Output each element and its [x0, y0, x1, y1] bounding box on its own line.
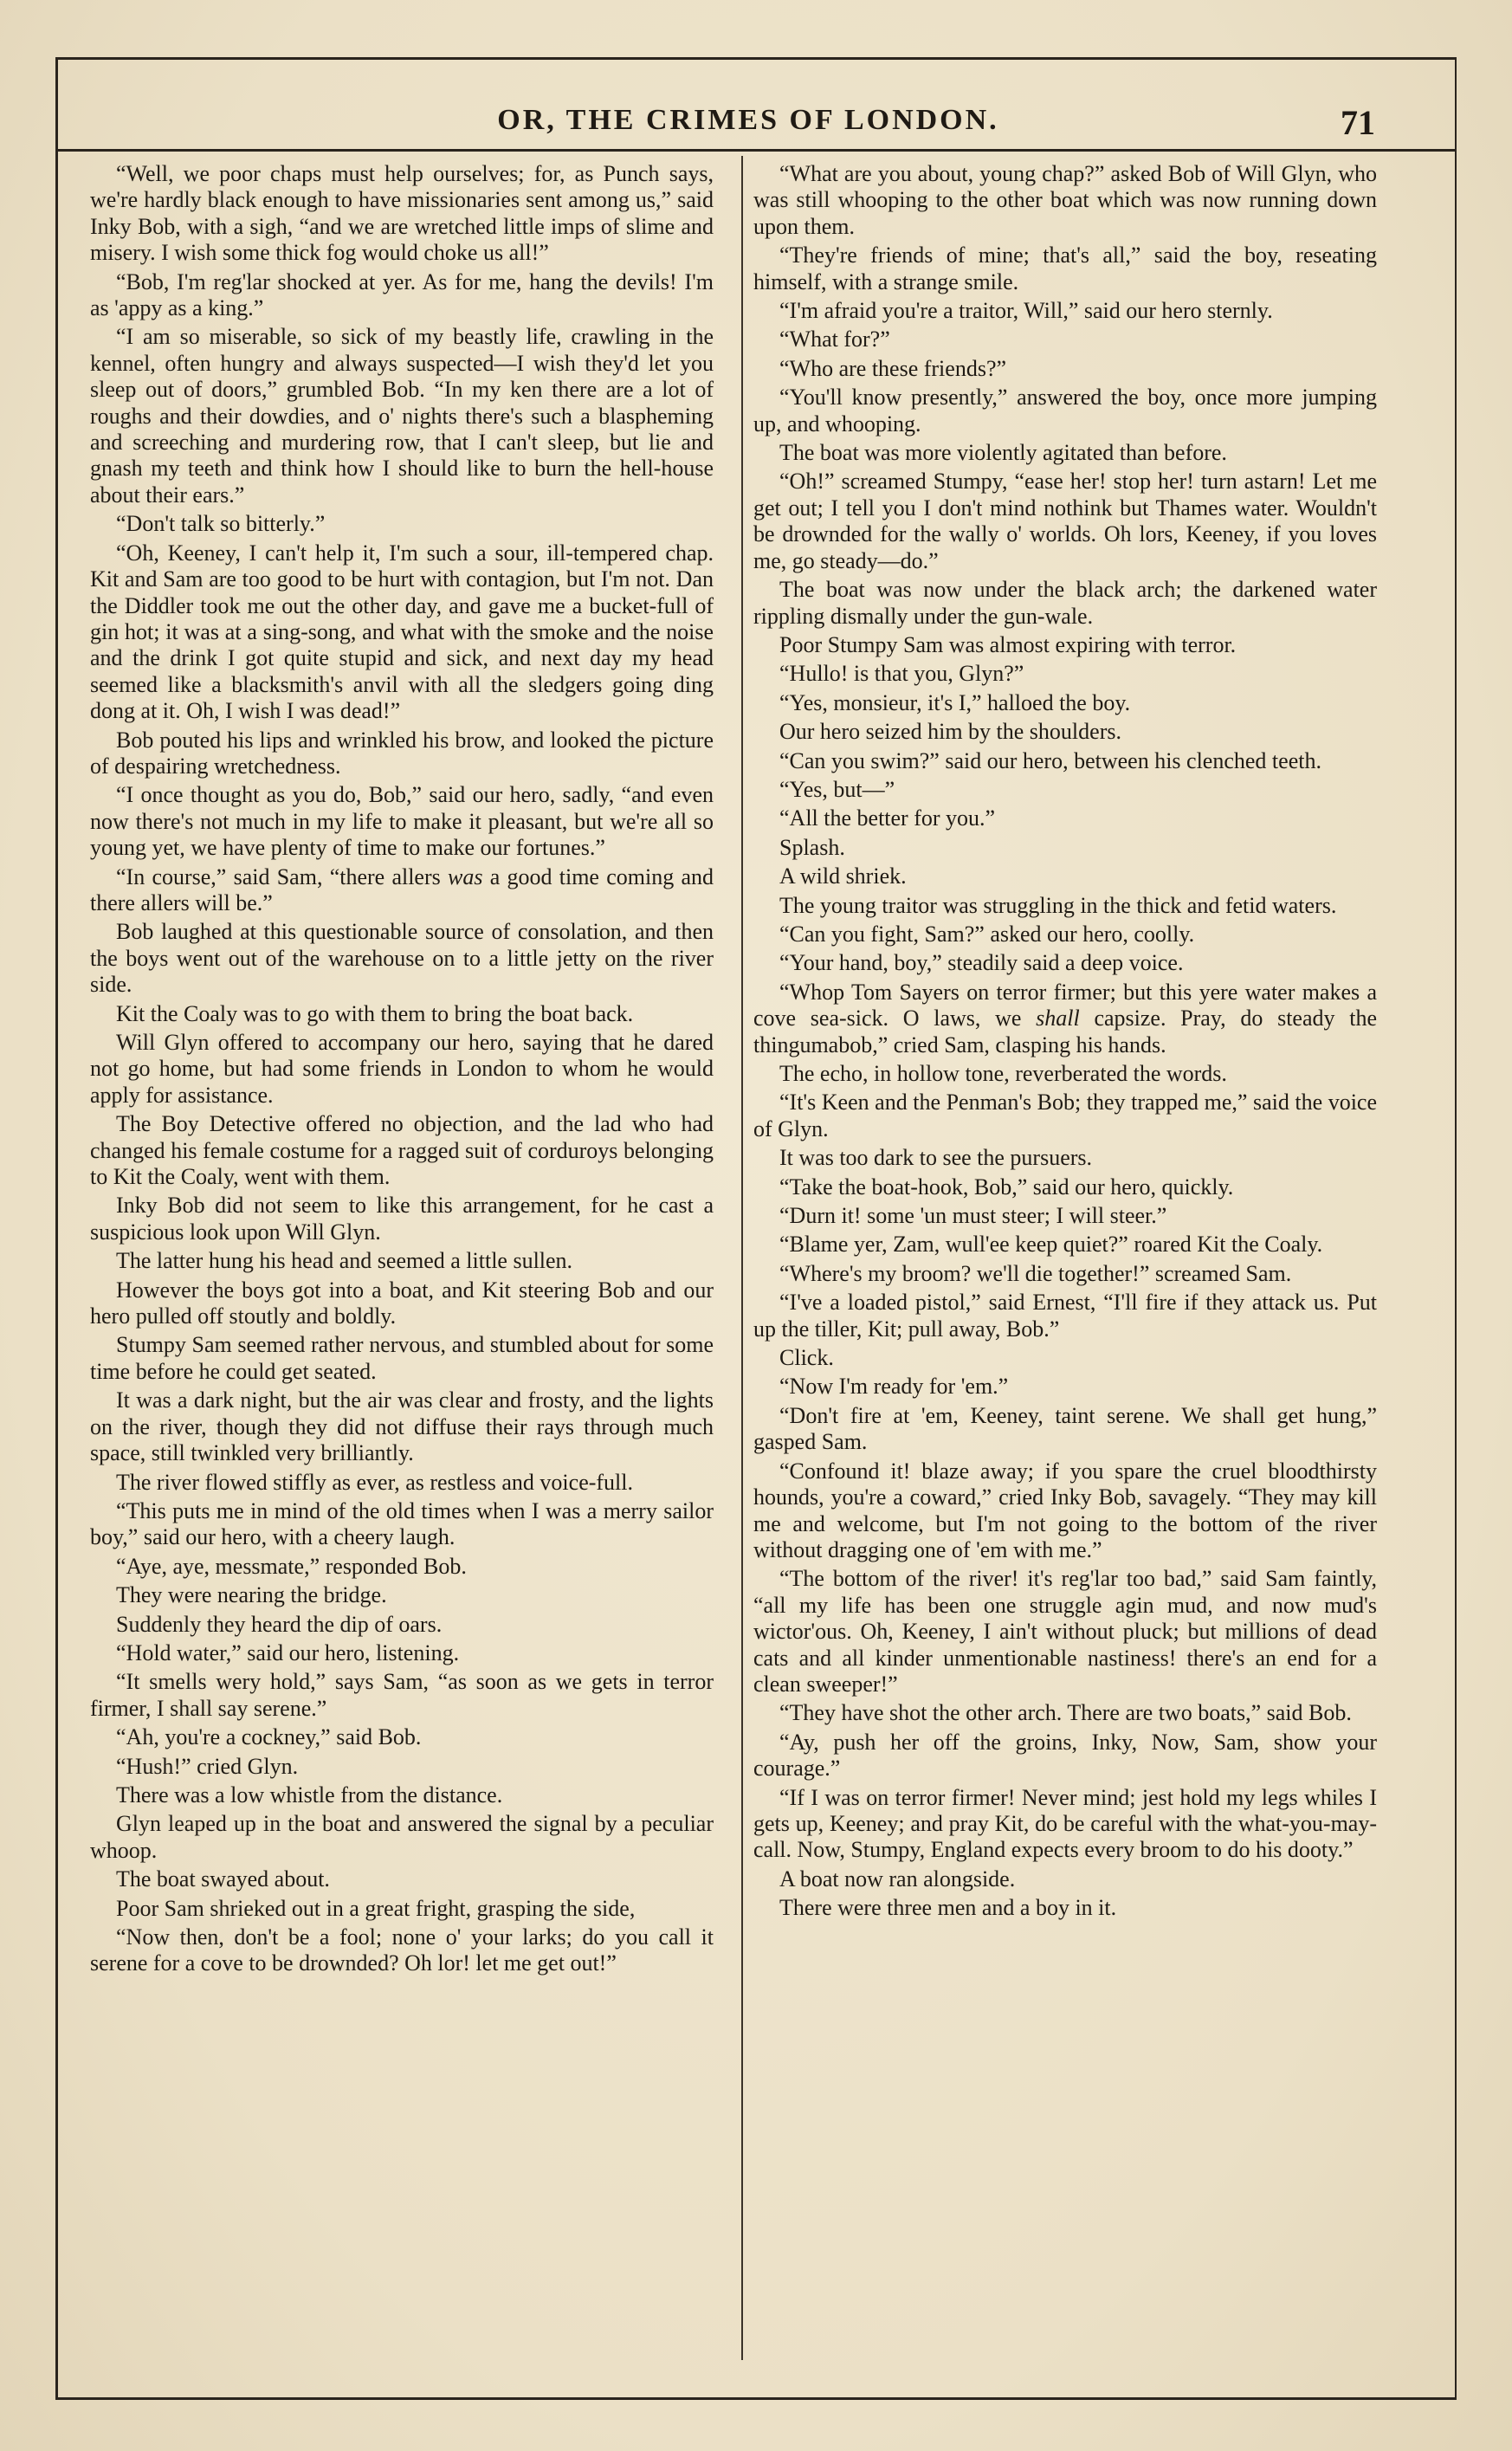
paragraph: A wild shriek. [779, 863, 907, 889]
top-border-rule [55, 57, 1457, 60]
header-rule [55, 149, 1457, 152]
paragraph: “They're friends of mine; that's all,” said the boy, reseating himself, with a strange smile. [753, 243, 1377, 294]
paragraph: “I once thought as you do, Bob,” said our hero, sadly, “and even now there's not much in my life to make it pleasant, but we're all so young yet, we have plenty of time to make our fortunes.” [90, 782, 714, 861]
column-divider [741, 156, 743, 2360]
paragraph: “Ay, push her off the groins, Inky, Now, Sam, show your courage.” [753, 1729, 1377, 1782]
paragraph: “All the better for you.” [779, 805, 996, 831]
paragraph: “Now I'm ready for 'em.” [779, 1374, 1009, 1400]
right-border-rule [1455, 57, 1457, 2400]
paragraph: “It smells wery hold,” says Sam, “as soon as we gets in terror firmer, I shall say serene.” [90, 1669, 714, 1721]
paragraph: “Who are these friends?” [779, 355, 1007, 381]
paragraph: “Don't talk so bitterly.” [116, 511, 326, 537]
italic-word: shall [1036, 1006, 1080, 1031]
paragraph [753, 980, 1377, 1058]
paragraph: “Hold water,” said our hero, listening. [116, 1639, 460, 1665]
paragraph: “Yes, monsieur, it's I,” halloed the boy. [779, 689, 1131, 715]
paragraph: “Oh!” screamed Stumpy, “ease her! stop her! turn astarn! Let me get out; I tell you I don't mind nothink but Thames water. Wouldn't be drownded for the wally o' worlds. Oh lors, Keeney, if you loves me, go steady—do.” [753, 469, 1377, 573]
paragraph: “If I was on terror firmer! Never mind; jest hold my legs whiles I gets up, Keeney; and pray Kit, do be careful with the what-you-may-call. Now, Stumpy, England expects every broom to do his dooty.” [753, 1784, 1377, 1863]
paragraph: “Well, we poor chaps must help ourselves; for, as Punch says, we're hardly black enough to have missionaries sent among us,” said Inky Bob, with a sigh, “and we are wretched little imps of slime and misery. I wish some thick fog would choke us all!” [90, 161, 714, 266]
bottom-border-rule [55, 2397, 1457, 2400]
paragraph: “Yes, but—” [779, 776, 895, 802]
paragraph: “Ah, you're a cockney,” said Bob. [116, 1724, 422, 1750]
left-column [90, 161, 714, 1980]
paragraph: “Hush!” cried Glyn. [116, 1753, 299, 1779]
paragraph: “Now then, don't be a fool; none o' your larks; do you call it serene for a cove to be drownded? Oh lor! let me get out!” [90, 1924, 714, 1976]
paragraph: “Your hand, boy,” steadily said a deep voice. [779, 950, 1184, 976]
paragraph: “Can you swim?” said our hero, between his clenched teeth. [779, 747, 1321, 773]
paragraph: Poor Stumpy Sam was almost expiring with terror. [779, 631, 1237, 657]
paragraph: “Take the boat-hook, Bob,” said our hero, quickly. [779, 1174, 1234, 1200]
paragraph: “What for?” [779, 327, 890, 352]
paragraph: Suddenly they heard the dip of oars. [116, 1611, 443, 1637]
paragraph: Inky Bob did not seem to like this arrangement, for he cast a suspicious look upon Will Glyn. [90, 1193, 714, 1245]
paragraph: The Boy Detective offered no objection, and the lad who had changed his female costume for a ragged suit of corduroys belonging to Kit the Coaly, went with them. [90, 1111, 714, 1190]
paragraph: “You'll know presently,” answered the boy, once more jumping up, and whooping. [753, 385, 1377, 437]
paragraph: Splash. [779, 834, 845, 860]
text-run: “In course,” said Sam, “there allers [116, 863, 448, 889]
paragraph: Click. [779, 1345, 834, 1371]
paragraph: “They have shot the other arch. There are two boats,” said Bob. [779, 1700, 1352, 1726]
paragraph: “Aye, aye, messmate,” responded Bob. [116, 1553, 467, 1579]
paragraph: Poor Sam shrieked out in a great fright, grasping the side, [116, 1895, 636, 1921]
paragraph: Glyn leaped up in the boat and answered the signal by a peculiar whoop. [90, 1811, 714, 1863]
paragraph: “Hullo! is that you, Glyn?” [779, 661, 1024, 687]
paragraph: The latter hung his head and seemed a little sullen. [116, 1248, 573, 1274]
paragraph: “Where's my broom? we'll die together!” screamed Sam. [779, 1260, 1292, 1286]
paragraph: Kit the Coaly was to go with them to bring the boat back. [116, 1000, 634, 1026]
paragraph: The young traitor was struggling in the thick and fetid waters. [779, 892, 1337, 918]
paragraph: “Bob, I'm reg'lar shocked at yer. As for me, hang the devils! I'm as 'appy as a king.” [90, 268, 714, 321]
paragraph: A boat now ran alongside. [779, 1866, 1016, 1892]
text-run: a good time coming and there allers will be.” [90, 863, 714, 915]
paragraph: The boat was now under the black arch; the darkened water rippling dismally under the gun-wale. [753, 577, 1377, 629]
paragraph: “Durn it! some 'un must steer; I will steer.” [779, 1203, 1167, 1229]
paragraph: “The bottom of the river! it's reg'lar too bad,” said Sam faintly, “all my life has been one struggle agin mud, and now mud's wictor'ous. Oh, Keeney, I ain't without pluck; but millions of dead cats and all kinder unmentionable nastiness! there's an end for a clean sweeper!” [753, 1566, 1377, 1697]
paragraph: Bob laughed at this questionable source of consolation, and then the boys went out of the warehouse on to a little jetty on the river side. [90, 919, 714, 998]
paragraph: There were three men and a boy in it. [779, 1895, 1117, 1921]
paragraph: There was a low whistle from the distance. [116, 1782, 503, 1808]
paragraph: “Don't fire at 'em, Keeney, taint serene. We shall get hung,” gasped Sam. [753, 1402, 1377, 1455]
paragraph: “I've a loaded pistol,” said Ernest, “I'll fire if they attack us. Put up the tiller, Kit; pull away, Bob.” [753, 1290, 1377, 1342]
italic-word: was [448, 863, 483, 889]
text-run: capsize. Pray, do steady the thingumabob,” cried Sam, clasping his hands. [753, 1006, 1377, 1057]
paragraph: The boat was more violently agitated than before. [779, 440, 1227, 466]
paragraph: They were nearing the bridge. [116, 1582, 387, 1608]
paragraph: Bob pouted his lips and wrinkled his brow, and looked the picture of despairing wretchedness. [90, 727, 714, 779]
paragraph: The echo, in hollow tone, reverberated the words. [779, 1061, 1227, 1086]
left-border-rule [55, 57, 58, 2400]
running-head: OR, THE CRIMES OF LONDON. [497, 104, 999, 136]
paragraph: “Confound it! blaze away; if you spare the cruel bloodthirsty hounds, you're a coward,” cried Inky Bob, savagely. “They may kill me and welcome, but I'm not going to the bottom of the river without dragging one of 'em with me.” [753, 1458, 1377, 1562]
page-number: 71 [1341, 103, 1375, 142]
paragraph: “Blame yer, Zam, wull'ee keep quiet?” roared Kit the Coaly. [779, 1232, 1323, 1258]
paragraph: The boat swayed about. [116, 1866, 330, 1892]
paragraph: Will Glyn offered to accompany our hero, saying that he dared not go home, but had some friends in London to whom he would apply for assistance. [90, 1030, 714, 1108]
paragraph: “It's Keen and the Penman's Bob; they trapped me,” said the voice of Glyn. [753, 1090, 1377, 1141]
paragraph: Stumpy Sam seemed rather nervous, and stumbled about for some time before he could get seated. [90, 1332, 714, 1384]
text-run: “Whop Tom Sayers on terror firmer; but this yere water makes a cove sea-sick. O laws, we [753, 979, 1377, 1031]
paragraph: It was a dark night, but the air was clear and frosty, and the lights on the river, though they did not diffuse their rays through much space, still twinkled very brilliantly. [90, 1387, 714, 1466]
paragraph: “I am so miserable, so sick of my beastly life, crawling in the kennel, often hungry and always suspected—I wish they'd let you sleep out of doors,” grumbled Bob. “In my ken there are a lot of roughs and their dowdies, and o' nights there's such a blaspheming and screeching and murdering row, that I can't sleep, but lie and gnash my teeth and think how I should like to burn the hell-house about their ears.” [90, 324, 714, 508]
paragraph: However the boys got into a boat, and Kit steering Bob and our hero pulled off stoutly and boldly. [90, 1277, 714, 1329]
paragraph: “Can you fight, Sam?” asked our hero, coolly. [779, 921, 1195, 947]
paragraph: The river flowed stiffly as ever, as restless and voice-full. [116, 1469, 633, 1495]
right-column [753, 161, 1377, 1924]
paragraph: It was too dark to see the pursuers. [779, 1145, 1093, 1171]
paragraph: “This puts me in mind of the old times when I was a merry sailor boy,” said our hero, with a cheery laugh. [90, 1497, 714, 1550]
paragraph: “Oh, Keeney, I can't help it, I'm such a sour, ill-tempered chap. Kit and Sam are too good to be hurt with contagion, but I'm not. Dan the Diddler took me out the other day, and gave me a bucket-full of gin hot; it was at a sing-song, and what with the smoke and the noise and the drink I got quite stupid and sick, and next day my head seemed like a blacksmith's anvil with all the sledgers going ding dong at it. Oh, I wish I was dead!” [90, 540, 714, 724]
paragraph: “What are you about, young chap?” asked Bob of Will Glyn, who was still whooping to the other boat which was now running down upon them. [753, 161, 1377, 239]
paragraph: “I'm afraid you're a traitor, Will,” said our hero sternly. [779, 298, 1273, 324]
paragraph [90, 864, 714, 917]
paragraph: Our hero seized him by the shoulders. [779, 719, 1121, 745]
